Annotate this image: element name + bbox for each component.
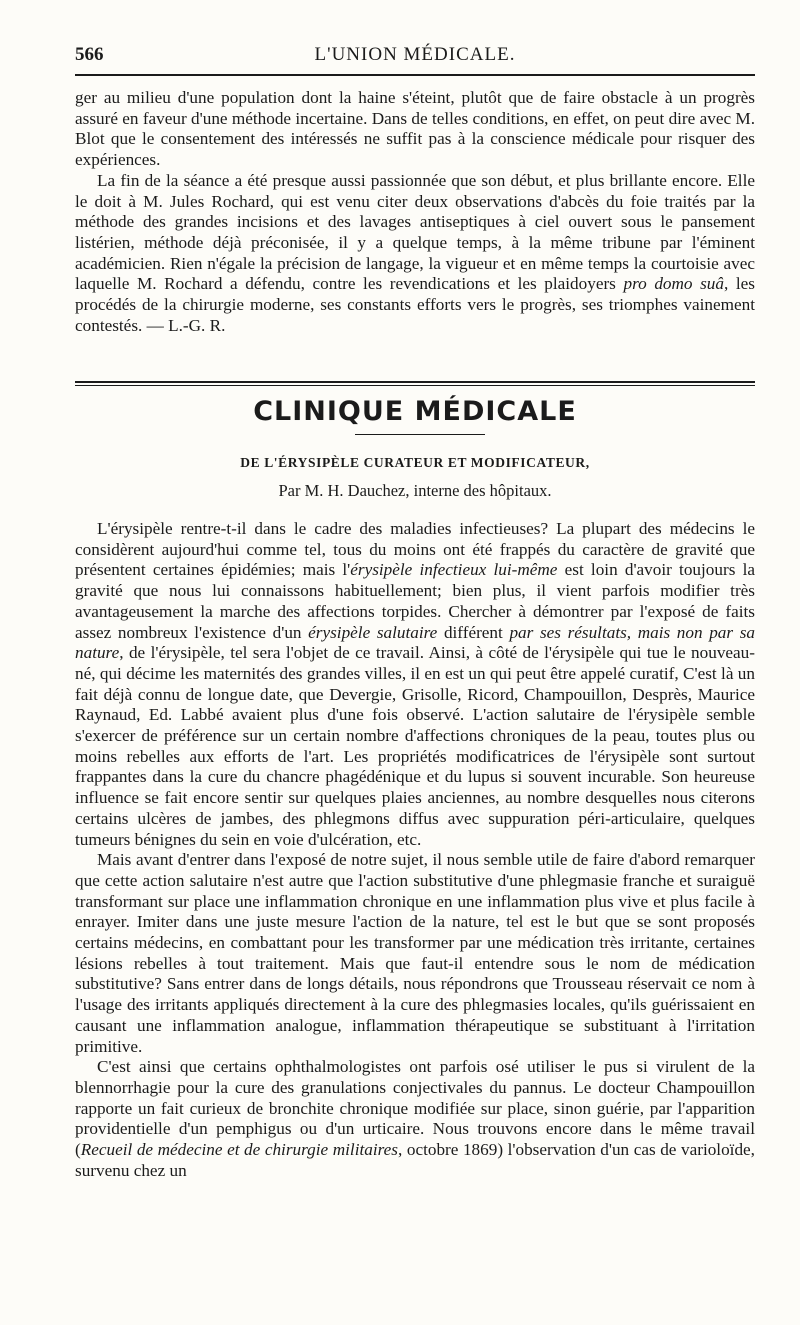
section-title: CLINIQUE MÉDICALE [253,396,577,427]
title-underline [355,434,485,435]
intro-text [75,88,755,336]
intro-paragraph-2-text: La fin de la séance a été presque aussi passionnée que son début, et plus brillante encore. Elle le doit à M. Jules Rochard, qui est venu citer deux observations d'abcès du foie traités par la méthode des grandes incisions et des lavages antiseptiques à ciel ouvert sous le pansement listérien, méthode déjà préconisée, il y a quelque temps, à la même tribune par l'éminent académicien. Rien n'égale la précision de langage, la vigueur et en même temps la courtoisie avec laquelle M. Rochard a défendu, contre les revendications et les plaidoyers [75,170,755,294]
p3-text-1: C'est ainsi que certains ophthalmologistes ont parfois osé utiliser le pus si virulent de la blennorrhagie pour la cure des granulations conjectivales du pannus. Le docteur Champouillon rapporte un fait curieux de bronchite chronique modifiée sur place, sinon guérie, par l'apparition providentielle d'un pemphigus ou d'un urticaire. Nous trouvons encore dans le même travail ( [75,1057,755,1160]
intro-paragraph-2 [75,171,755,337]
page-header [75,44,755,70]
running-title: L'UNION MÉDICALE. [314,44,516,65]
article-title: DE L'ÉRYSIPÈLE CURATEUR ET MODIFICATEUR, [240,455,590,470]
p1-italic-3: par ses résultats, mais non par sa nature [75,622,756,663]
p1-text-3: différent [437,622,510,642]
intro-paragraph-2-end: , les procédés de la chirurgie moderne, ses constants efforts vers le progrès, ses triomphes vainement contestés. — L.-G. R. [75,274,755,335]
article-body [75,519,755,1182]
p1-text-2: est loin d'avoir toujours la gravité que nous lui connaissons habituellement; bien plus, il vient parfois modifier très avantageusement la marche des affections torpides. Chercher à démontrer par l'exposé de faits assez nombreux l'existence d'un [75,560,755,642]
section-rule-top [75,381,755,383]
header-rule [75,74,755,76]
section-rule-bottom [75,385,755,386]
intro-paragraph-1: ger au milieu d'une population dont la haine s'éteint, plutôt que de faire obstacle à un progrès assuré en faveur d'une méthode incertaine. Dans de telles conditions, en effet, on peut dire avec M. Blot que le consentement des intéressés ne suffit pas à la conscience médicale pour risquer des expériences. [75,88,755,170]
article-paragraph-2: Mais avant d'entrer dans l'exposé de notre sujet, il nous semble utile de faire d'abord remarquer que cette action salutaire n'est autre que l'action substitutive d'une phlegmasie franche et suraiguë transformant sur place une inflammation chronique en une inflammation plus vive et plus facile à enrayer. Imiter dans une juste mesure l'action de la nature, tel est le but que se sont proposés certains médecins, en combattant pour les transformer par une médication très irritante, certaines lésions rebelles à tout traitement. Mais que faut-il entendre sous le nom de médication substitutive? Sans entrer dans de longs détails, nous répondrons que Trousseau réservait ce nom à l'usage des irritants appliqués directement à la cure des phlegmasies locales, qu'ils guérissaient en causant une inflammation analogue, inflammation thérapeutique se substituant à l'irritation primitive. [75,850,755,1056]
p1-italic-1: érysipèle infectieux lui-même [350,560,558,580]
article-paragraph-3 [75,1057,755,1181]
p1-italic-2: érysipèle salutaire [308,622,438,642]
page-number: 566 [75,44,104,65]
p3-text-2: , octobre 1869) l'observation d'un cas de varioloïde, survenu chez un [75,1140,755,1180]
article-paragraph-1 [75,519,755,850]
intro-paragraph-2-italic: pro domo suâ [623,274,724,294]
byline: Par M. H. Dauchez, interne des hôpitaux. [278,481,552,500]
p1-text-1: L'érysipèle rentre-t-il dans le cadre des maladies infectieuses? La plupart des médecins le considèrent aujourd'hui comme tel, tous du moins ont été frappés du caractère de gravité que présentent certaines épidémies; mais l' [75,519,755,580]
p1-text-4: , de l'érysipèle, tel sera l'objet de ce travail. Ainsi, à côté de l'érysipèle qui tue le nouveau-né, qui décime les maternités des grandes villes, il en est un qui peut être appelé curatif, C'est là un fait déjà connu de longue date, que Devergie, Grisolle, Ricord, Champouillon, Desprès, Maurice Raynaud, Ed. Labbé avaient plus d'une fois observé. L'action salutaire de l'érysipèle semble s'exercer de préférence sur un certain nombre d'affections chroniques de la peau, toutes plus ou moins rebelles aux efforts de l'art. Les propriétés modificatrices de l'érysipèle sont surtout frappantes dans la cure du chancre phagédénique et du lupus si souvent incurable. Son heureuse influence se fait encore sentir sur quelques plaies anciennes, au nombre desquelles nous citerons certains ulcères de jambes, des phlegmons diffus avec suppuration péri-articulaire, quelques tumeurs bénignes du sein en voie d'ulcération, etc. [75,643,755,849]
p3-italic: Recueil de médecine et de chirurgie militaires [80,1140,398,1160]
